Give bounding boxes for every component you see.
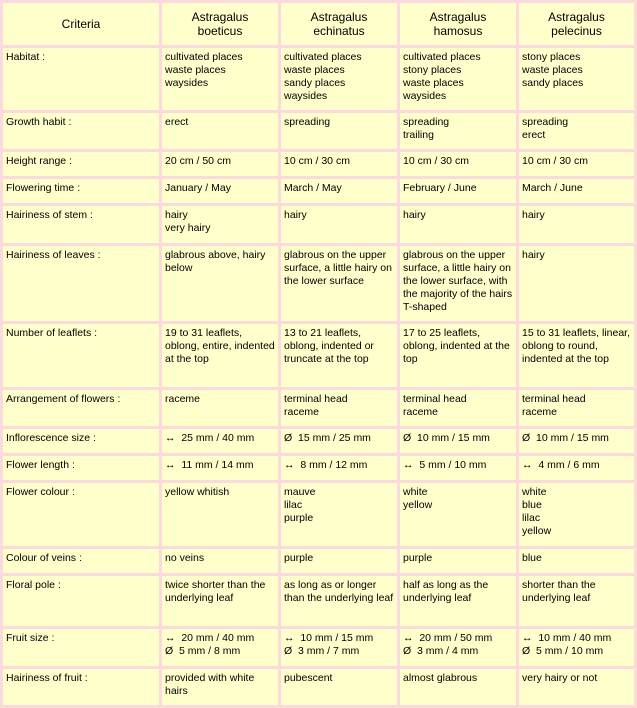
cell-line: twice shorter than the underlying leaf: [165, 579, 269, 604]
cell-line: March / May: [284, 182, 342, 194]
table-row: [3, 576, 634, 626]
table-cell: [400, 629, 516, 666]
cell-line: 17 to 25 leaflets, oblong, indented at the top: [403, 327, 513, 365]
header-row: [3, 3, 634, 45]
table-cell: [400, 48, 516, 110]
criterion-label: Floral pole :: [3, 576, 159, 626]
cell-line: ↔ 10 mm / 40 mm: [522, 632, 612, 644]
table-row: [3, 48, 634, 110]
table-cell: [400, 324, 516, 387]
cell-line: ↔ 25 mm / 40 mm: [165, 432, 255, 444]
criterion-label: Inflorescence size :: [3, 429, 159, 453]
cell-line: as long as or longer than the underlying leaf: [284, 579, 394, 604]
cell-line: raceme: [284, 406, 320, 418]
table-cell: [400, 206, 516, 243]
cell-line: Ø 5 mm / 8 mm: [165, 645, 241, 657]
cell-line: half as long as the underlying leaf: [403, 579, 492, 604]
cell-line: 10 cm / 30 cm: [522, 155, 588, 167]
table-cell: [519, 576, 634, 626]
table-cell: [400, 549, 516, 573]
table-cell: [519, 152, 634, 176]
species-genus: Astragalus: [191, 10, 249, 24]
table-cell: [162, 576, 278, 626]
cell-line: ↔ 10 mm / 15 mm: [284, 632, 374, 644]
table-cell: [162, 113, 278, 149]
table-cell: [162, 669, 278, 705]
table-cell: [400, 669, 516, 705]
cell-line: terminal head: [284, 393, 348, 405]
table-cell: [519, 483, 634, 546]
cell-line: 15 to 31 leaflets, linear, oblong to round, indented at the top: [522, 327, 633, 365]
table-cell: [400, 429, 516, 453]
criteria-header: Criteria: [3, 3, 159, 45]
cell-line: very hairy: [165, 222, 211, 234]
cell-line: glabrous on the upper surface, a little hairy on the lower surface, with the majority of the hairs T-shaped: [403, 249, 515, 313]
cell-line: 19 to 31 leaflets, oblong, entire, indented at the top: [165, 327, 278, 365]
cell-line: provided with white hairs: [165, 672, 258, 697]
species-epithet: hamosus: [433, 24, 483, 38]
table-cell: [281, 113, 397, 149]
table-cell: [281, 390, 397, 426]
cell-line: ↔ 4 mm / 6 mm: [522, 459, 600, 471]
cell-line: Ø 3 mm / 7 mm: [284, 645, 360, 657]
cell-line: raceme: [165, 393, 201, 405]
cell-line: raceme: [403, 406, 439, 418]
cell-line: mauve: [284, 486, 316, 498]
cell-line: terminal head: [403, 393, 467, 405]
cell-line: blue: [522, 552, 542, 564]
cell-line: waysides: [403, 90, 447, 102]
table-cell: [162, 629, 278, 666]
cell-line: hairy: [165, 209, 188, 221]
criterion-label: Habitat :: [3, 48, 159, 110]
cell-line: spreading: [522, 116, 569, 128]
species-epithet: pelecinus: [551, 24, 602, 38]
cell-line: yellow: [522, 525, 552, 537]
cell-line: Ø 10 mm / 15 mm: [522, 432, 609, 444]
table-cell: [281, 549, 397, 573]
cell-line: white: [403, 486, 428, 498]
species-header: [162, 3, 278, 45]
cell-line: hairy: [403, 209, 426, 221]
table-cell: [281, 483, 397, 546]
table-cell: [519, 113, 634, 149]
table-cell: [281, 669, 397, 705]
table-cell: [281, 324, 397, 387]
table-cell: [519, 179, 634, 203]
table-cell: [281, 576, 397, 626]
table-row: [3, 669, 634, 705]
cell-line: lilac: [284, 499, 303, 511]
cell-line: waste places: [403, 77, 464, 89]
table-row: [3, 390, 634, 426]
table-cell: [162, 152, 278, 176]
cell-line: erect: [165, 116, 189, 128]
cell-line: lilac: [522, 512, 541, 524]
cell-line: 10 cm / 30 cm: [284, 155, 350, 167]
cell-line: spreading: [284, 116, 331, 128]
table-cell: [162, 429, 278, 453]
cell-line: ↔ 8 mm / 12 mm: [284, 459, 368, 471]
cell-line: hairy: [522, 249, 545, 261]
table-cell: [281, 206, 397, 243]
table-cell: [400, 456, 516, 480]
cell-line: glabrous on the upper surface, a little hairy on the lower surface: [284, 249, 395, 287]
table-cell: [162, 549, 278, 573]
table-cell: [400, 483, 516, 546]
cell-line: Ø 15 mm / 25 mm: [284, 432, 371, 444]
table-cell: [162, 483, 278, 546]
table-row: [3, 152, 634, 176]
criterion-label: Number of leaflets :: [3, 324, 159, 387]
table-cell: [519, 246, 634, 321]
table-cell: [519, 629, 634, 666]
cell-line: January / May: [165, 182, 231, 194]
cell-line: blue: [522, 499, 542, 511]
table-row: [3, 246, 634, 321]
cell-line: erect: [522, 129, 546, 141]
cell-line: February / June: [403, 182, 477, 194]
cell-line: almost glabrous: [403, 672, 478, 684]
table-row: [3, 456, 634, 480]
cell-line: Ø 3 mm / 4 mm: [403, 645, 479, 657]
criterion-label: Flower length :: [3, 456, 159, 480]
cell-line: ↔ 11 mm / 14 mm: [165, 459, 254, 471]
table-cell: [162, 246, 278, 321]
cell-line: cultivated places: [403, 51, 481, 63]
cell-line: white: [522, 486, 547, 498]
table-row: [3, 629, 634, 666]
cell-line: purple: [284, 552, 314, 564]
cell-line: yellow: [403, 499, 433, 511]
cell-line: ↔ 5 mm / 10 mm: [403, 459, 487, 471]
cell-line: cultivated places: [284, 51, 362, 63]
cell-line: stony places: [403, 64, 462, 76]
cell-line: shorter than the underlying leaf: [522, 579, 599, 604]
criterion-label: Hairiness of stem :: [3, 206, 159, 243]
species-header: [400, 3, 516, 45]
cell-line: pubescent: [284, 672, 333, 684]
criterion-label: Arrangement of flowers :: [3, 390, 159, 426]
table-cell: [400, 113, 516, 149]
cell-line: terminal head: [522, 393, 586, 405]
cell-line: purple: [403, 552, 433, 564]
cell-line: yellow whitish: [165, 486, 230, 498]
criterion-label: Fruit size :: [3, 629, 159, 666]
table-cell: [400, 576, 516, 626]
table-cell: [400, 246, 516, 321]
table-cell: [281, 152, 397, 176]
cell-line: spreading: [403, 116, 450, 128]
table-row: [3, 324, 634, 387]
cell-line: sandy places: [284, 77, 346, 89]
table-body: [3, 48, 634, 705]
table-cell: [519, 48, 634, 110]
table-cell: [162, 390, 278, 426]
table-row: [3, 206, 634, 243]
table-row: [3, 429, 634, 453]
table-cell: [519, 669, 634, 705]
table-cell: [519, 549, 634, 573]
cell-line: waste places: [284, 64, 345, 76]
table-row: [3, 113, 634, 149]
cell-line: Ø 5 mm / 10 mm: [522, 645, 604, 657]
table-cell: [519, 390, 634, 426]
table-cell: [519, 456, 634, 480]
criterion-label: Growth habit :: [3, 113, 159, 149]
table-cell: [162, 206, 278, 243]
cell-line: hairy: [284, 209, 307, 221]
table-cell: [519, 324, 634, 387]
cell-line: very hairy or not: [522, 672, 598, 684]
cell-line: purple: [284, 512, 314, 524]
cell-line: trailing: [403, 129, 434, 141]
table-cell: [400, 390, 516, 426]
species-genus: Astragalus: [548, 10, 605, 24]
cell-line: sandy places: [522, 77, 584, 89]
criterion-label: Flower colour :: [3, 483, 159, 546]
cell-line: glabrous above, hairy below: [165, 249, 269, 274]
cell-line: 13 to 21 leaflets, oblong, indented or truncate at the top: [284, 327, 377, 365]
cell-line: ↔ 20 mm / 50 mm: [403, 632, 493, 644]
species-epithet: boeticus: [197, 24, 243, 38]
table-cell: [519, 206, 634, 243]
table-cell: [400, 152, 516, 176]
table-cell: [281, 246, 397, 321]
table-cell: [281, 429, 397, 453]
table-row: [3, 549, 634, 573]
table-cell: [281, 179, 397, 203]
cell-line: ↔ 20 mm / 40 mm: [165, 632, 255, 644]
cell-line: March / June: [522, 182, 583, 194]
criterion-label: Flowering time :: [3, 179, 159, 203]
table-cell: [519, 429, 634, 453]
table-cell: [281, 48, 397, 110]
cell-line: Ø 10 mm / 15 mm: [403, 432, 490, 444]
species-header: [519, 3, 634, 45]
criterion-label: Colour of veins :: [3, 549, 159, 573]
table-cell: [162, 456, 278, 480]
cell-line: raceme: [522, 406, 558, 418]
criterion-label: Hairiness of fruit :: [3, 669, 159, 705]
cell-line: cultivated places: [165, 51, 243, 63]
species-epithet: echinatus: [313, 24, 365, 38]
cell-line: waysides: [284, 90, 328, 102]
species-genus: Astragalus: [310, 10, 368, 24]
cell-line: 20 cm / 50 cm: [165, 155, 231, 167]
table-cell: [162, 324, 278, 387]
criterion-label: Hairiness of leaves :: [3, 246, 159, 321]
cell-line: waste places: [522, 64, 583, 76]
table-cell: [281, 629, 397, 666]
table-cell: [400, 179, 516, 203]
cell-line: hairy: [522, 209, 545, 221]
cell-line: waste places: [165, 64, 226, 76]
criterion-label: Height range :: [3, 152, 159, 176]
table-cell: [162, 48, 278, 110]
species-genus: Astragalus: [429, 10, 487, 24]
species-header: [281, 3, 397, 45]
cell-line: no veins: [165, 552, 205, 564]
cell-line: stony places: [522, 51, 581, 63]
table-row: [3, 179, 634, 203]
table-cell: [162, 179, 278, 203]
cell-line: 10 cm / 30 cm: [403, 155, 469, 167]
cell-line: waysides: [165, 77, 209, 89]
table-cell: [281, 456, 397, 480]
table-row: [3, 483, 634, 546]
